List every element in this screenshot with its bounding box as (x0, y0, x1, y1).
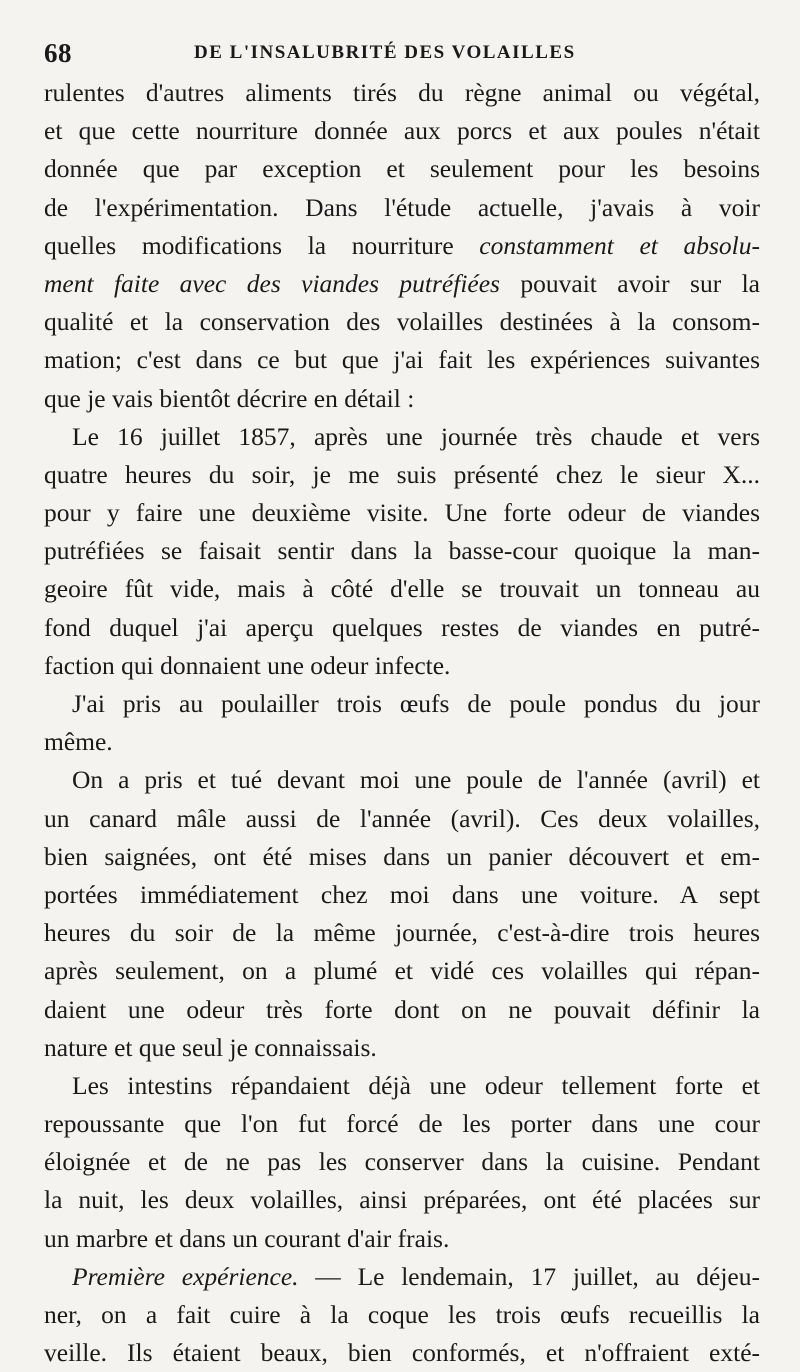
text-line: pour y faire une deuxième visite. Une forte odeur de viandes (44, 498, 760, 528)
text-line: J'ai pris au poulailler trois œufs de poule pondus du jour (72, 689, 760, 718)
text-line: veille. Ils étaient beaux, bien conformés, et n'offraient exté- (44, 1338, 760, 1368)
text-line: même. (44, 727, 113, 757)
text-line (44, 227, 760, 265)
text-line: donnée que par exception et seulement pour les besoins (44, 154, 760, 184)
text-line: un canard mâle aussi de l'année (avril). Ces deux volailles, (44, 803, 760, 833)
text-line: après seulement, on a plumé et vidé ces volailles qui répan- (44, 956, 760, 986)
text-line: nature et que seul je connaissais. (44, 1032, 377, 1062)
text-line: et que cette nourriture donnée aux porcs et aux poules n'était (44, 116, 760, 146)
text-line: ner, on a fait cuire à la coque les trois œufs recueillis la (44, 1300, 760, 1329)
text-line: heures du soir de la même journée, c'est-à-dire trois heures (44, 918, 760, 948)
page-header (44, 38, 756, 72)
text-line: qualité et la conservation des volailles destinées à la consom- (44, 307, 760, 337)
text-line: portées immédiatement chez moi dans une voiture. A sept (44, 879, 760, 909)
text-line: faction qui donnaient une odeur infecte. (44, 650, 451, 680)
text-line: la nuit, les deux volailles, ainsi préparées, ont été placées sur (44, 1185, 760, 1215)
text-line: fond duquel j'ai aperçu quelques restes de viandes en putré- (44, 612, 760, 642)
text-line: geoire fût vide, mais à côté d'elle se trouvait un tonneau au (44, 574, 760, 604)
text-segment: pouvait avoir sur la (499, 268, 760, 298)
text-line (44, 265, 760, 303)
text-segment: — Le lendemain, 17 juillet, au déjeu- (298, 1261, 760, 1291)
text-line: quatre heures du soir, je me suis présenté chez le sieur X... (44, 459, 760, 489)
running-head: DE L'INSALUBRITÉ DES VOLAILLES (194, 42, 576, 63)
text-line: repoussante que l'on fut forcé de les porter dans une cour (44, 1109, 760, 1139)
page-number: 68 (44, 38, 72, 68)
text-line: rulentes d'autres aliments tirés du règne animal ou végétal, (44, 78, 760, 107)
text-line: de l'expérimentation. Dans l'étude actuelle, j'avais à voir (44, 192, 760, 222)
text-line: un marbre et dans un courant d'air frais. (44, 1223, 450, 1253)
text-line: éloignée et de ne pas les conserver dans la cuisine. Pendant (44, 1147, 760, 1177)
italic-segment: ment faite avec des viandes putréfiées (44, 268, 500, 298)
text-line: bien saignées, ont été mises dans un panier découvert et em- (44, 841, 760, 871)
text-line: Le 16 juillet 1857, après une journée très chaude et vers (72, 421, 760, 451)
text-line: Les intestins répandaient déjà une odeur tellement forte et (72, 1070, 760, 1100)
text-line: putréfiées se faisait sentir dans la basse-cour quoique la man- (44, 536, 760, 566)
text-segment: quelles modifications la nourriture (44, 230, 480, 260)
text-line: mation; c'est dans ce but que j'ai fait les expériences suivantes (44, 345, 760, 375)
italic-segment: Première expérience. (72, 1261, 299, 1291)
text-line (44, 1258, 760, 1296)
text-line: On a pris et tué devant moi une poule de l'année (avril) et (72, 765, 760, 795)
text-line: que je vais bientôt décrire en détail : (44, 383, 415, 413)
text-line: daient une odeur très forte dont on ne pouvait définir la (44, 994, 760, 1024)
body-text (44, 74, 760, 1372)
italic-segment: constamment et absolu- (479, 230, 760, 260)
